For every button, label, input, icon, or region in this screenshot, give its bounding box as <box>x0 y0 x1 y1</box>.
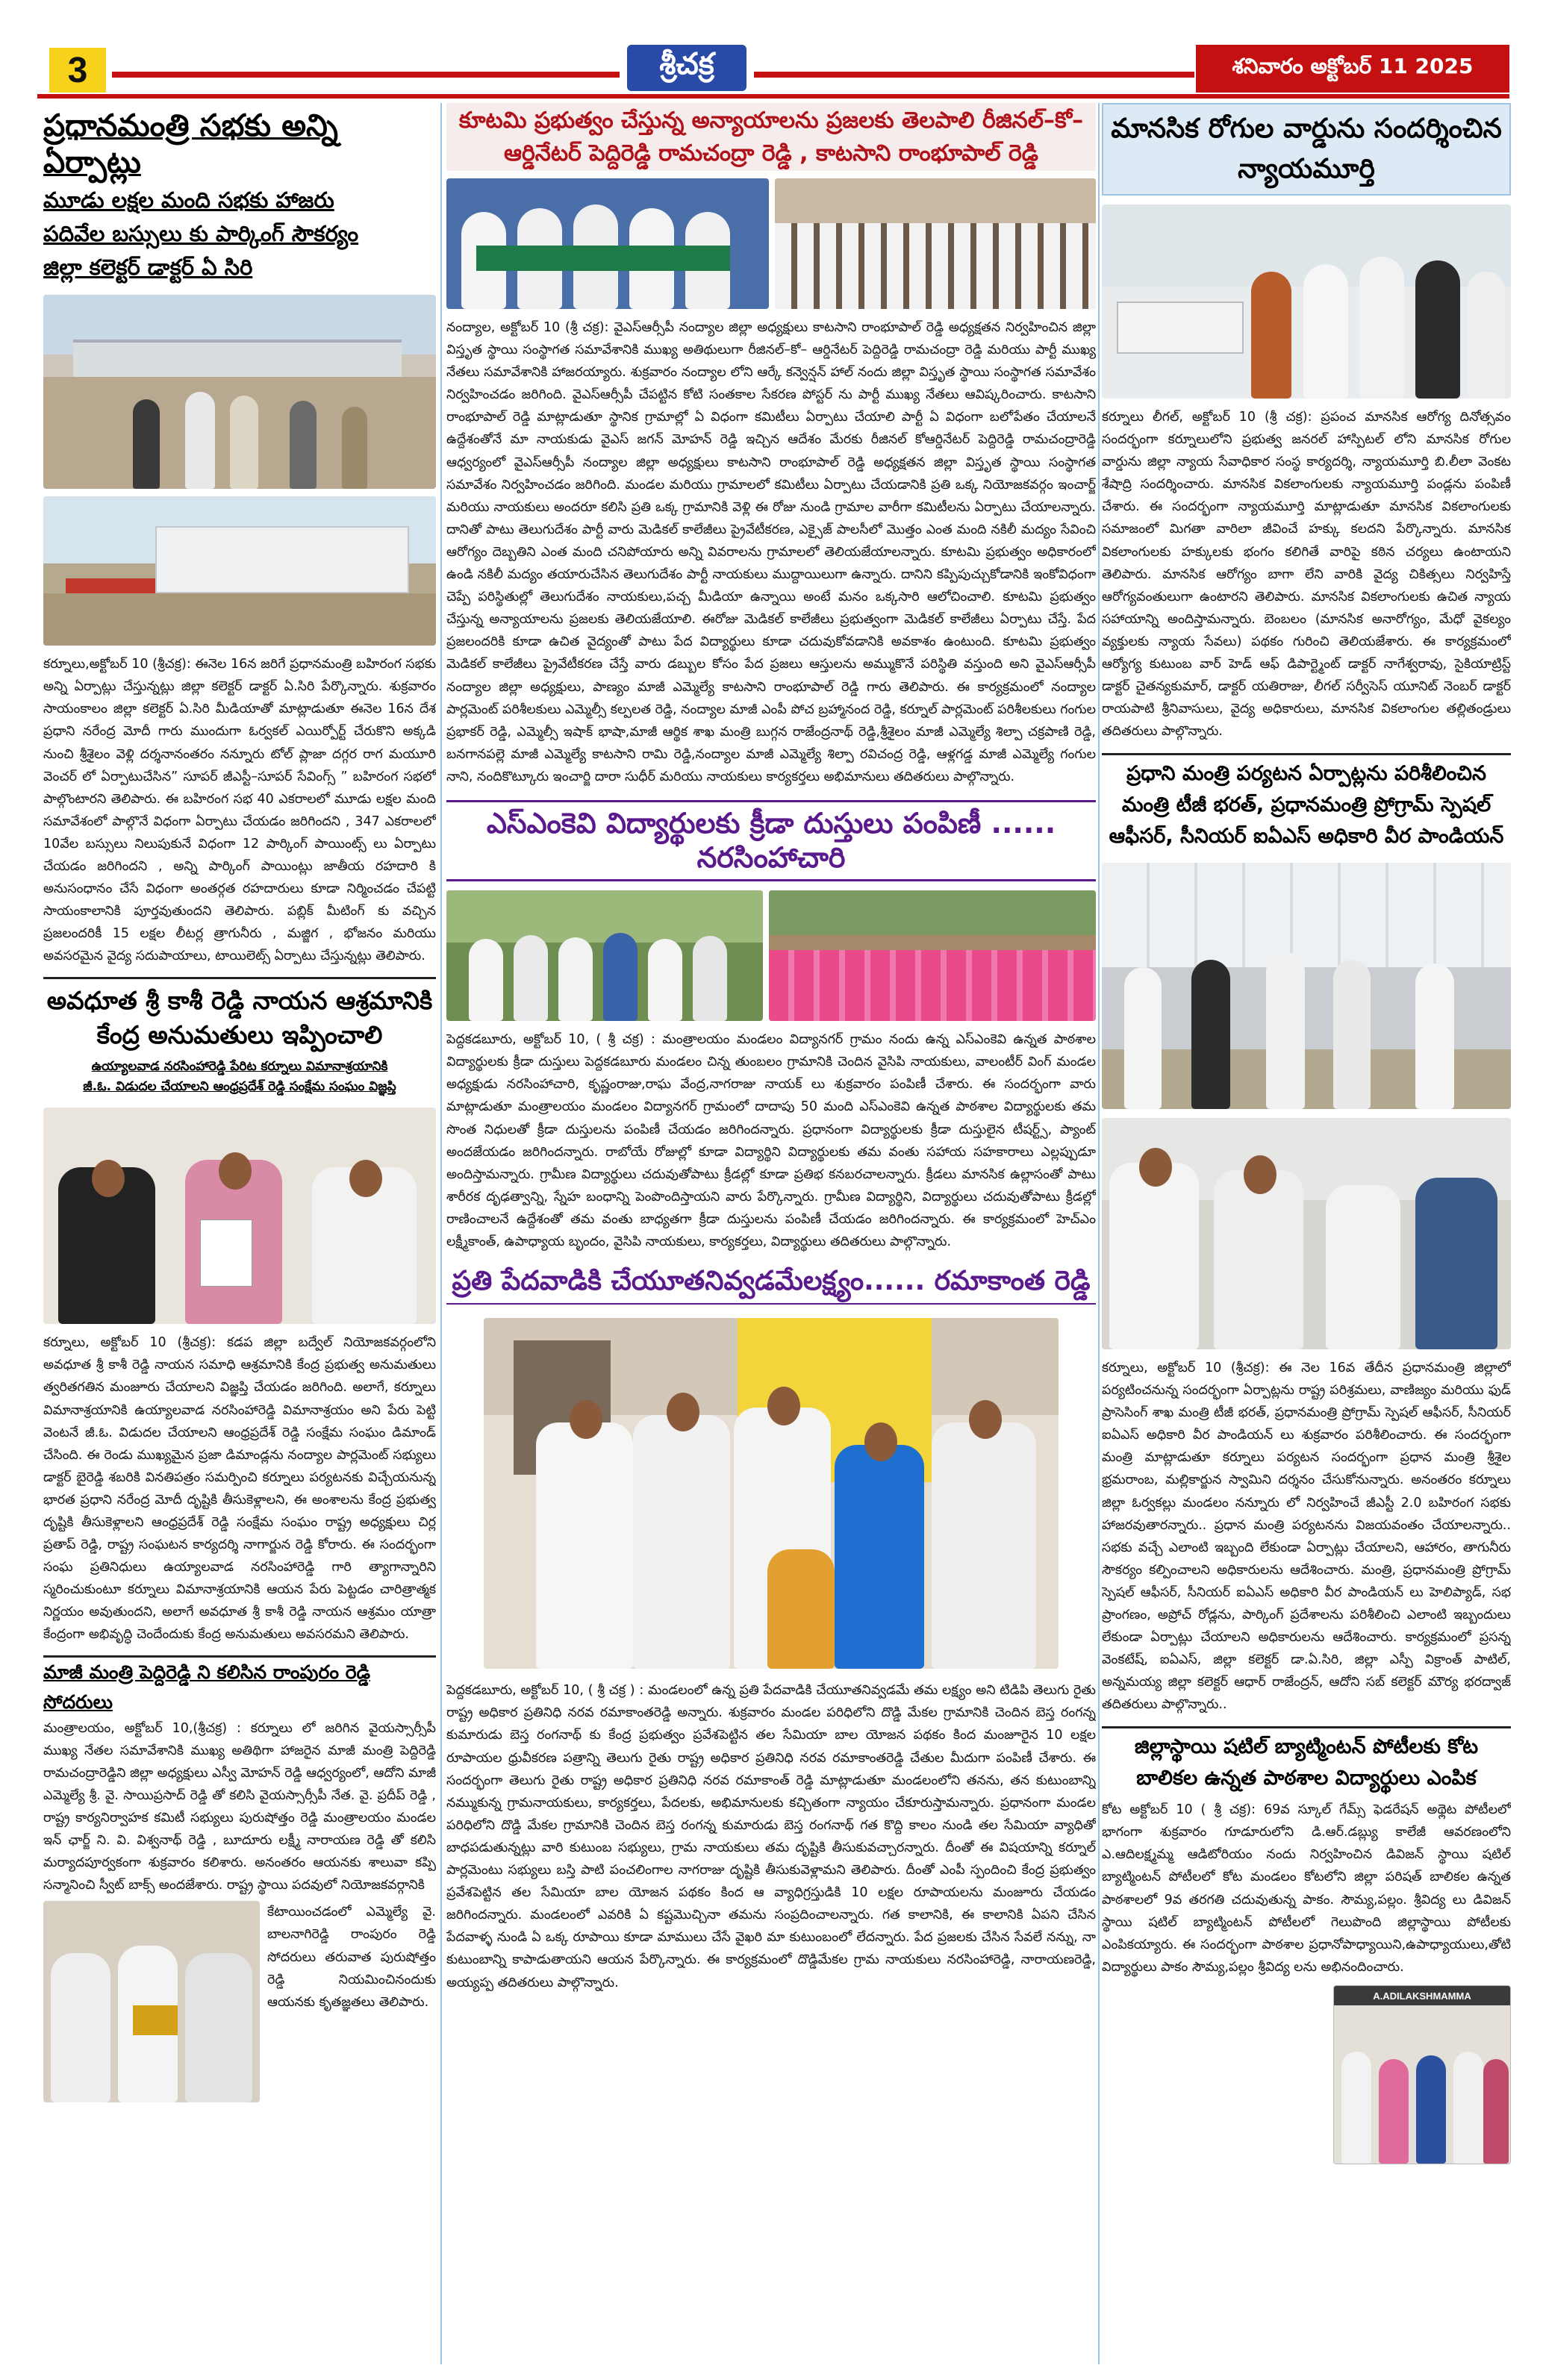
felicitation-photo <box>43 1901 260 2102</box>
article-body: నంద్యాల, అక్టోబర్ 10 (శ్రీ చక్ర): వైఎస్ఆర్సీపీ నంద్యాల జిల్లా అధ్యక్షులు కాటసాని రాంభూపాల్ రెడ్డి అధ్యక్షతన నిర్వహించిన జిల్లా విస్తృత స్థాయి సంస్థాగత సమావేశానికి ముఖ్య అతిథులుగా రీజినల్–కో– ఆర్డినేటర్ పెద్దిరెడ్డి రామచంద్రా రెడ్డి మరియు పార్టీ ముఖ్య నేతలు సమావేశానికి హాజరయ్యారు. శుక్రవారం నంద్యాల లోని ఆర్కే కన్వెన్షన్ హాల్ నందు జిల్లా విస్తృత స్థాయి సంస్థాగత సమావేశం నిర్వహించడం జరిగింది. వైఎస్ఆర్సీపీ చేపట్టిన కోటి సంతకాల సేకరణ పోస్టర్ ను పార్టీ ముఖ్య నేతలు ఆవిష్కరించారు. కాటసాని రాంభూపాల్ రెడ్డి మాట్లాడుతూ స్థానిక గ్రామాల్లో ఏ విధంగా కమిటీలు ఏర్పాటు చేయాలి పార్టీ ఏ విధంగా బలోపేతం చేయాలనే ఉద్దేశంతోనే మా నాయకుడు వైఎస్ జగన్ మోహన్ రెడ్డి ఇచ్చిన ఆదేశం మేరకు రీజినల్ కోఆర్డినేటర్ పెద్దిరెడ్డి రామచంద్రారెడ్డి ఆధ్వర్యంలో వైఎస్ఆర్సీపీ నంద్యాల జిల్లా అధ్యక్షులు కాటసాని రాంభూపాల్ రెడ్డి అధ్యక్షతన జిల్లా విస్తృత స్థాయి సంస్థాగత సమావేశం నిర్వహించడం జరిగింది. మండల మరియు గ్రామాలలో కమిటీలు ఏర్పాటు చేయడానికి ప్రతి ఒక్క నియోజకవర్గం ఇంచార్జ్ మరియు నాయకులు అందరూ కలిసి ప్రతి ఒక్క గ్రామానికి వెళ్లి ఈ రోజు నుండి గ్రామాల వారీగా కమిటీలను ఏర్పాటు చేయాలన్నారు. దానితో పాటు తెలుగుదేశం పార్టీ వారు మెడికల్ కాలేజీలు ప్రైవేటీకరణ, ఎక్సైజ్ పాలసీలో మొత్తం ఎంత మంది నకిలీ మద్యం సేవించి ఆరోగ్యం దెబ్బతిని ఎంత మంది చనిపోయారు అన్ని వివరాలను గ్రామాలలో తెలియజేయాలన్నారు. కూటమి ప్రభుత్వం అధికారంలో ఉండి నకిలీ మద్యం తయారుచేసిన తెలుగుదేశం పార్టీ నాయకులు ముద్దాయిలుగా ఉన్నారు. దానిని కప్పిపుచ్చుకోడానికి ఇంకోవిధంగా చెప్పే పరిస్థితుల్లో తెలుగుదేశం నాయకులు,పచ్చ మీడియా ఉన్నాయి అంటే మనం ఒక్కసారి ఆలోచించాలి. కూటమి ప్రభుత్వం చేస్తున్న అన్యాయాలను ప్రజలకు తెలియజేయాలి. ఈరోజు మెడికల్ కాలేజీలు ప్రభుత్వంగా మెడికల్ కాలేజీలు ఏర్పాటు చేస్తే. పేద ప్రజలందరికి కూడా ఉచిత వైద్యంతో పాటు పేద విద్యార్థులు కూడా చదువుకోవడానికి అవకాశం ఉంటుంది. కూటమి ప్రభుత్వం మెడికల్ కాలేజీలు ప్రైవేటీకరణ చేస్తే వారు డబ్బుల కోసం పేద ప్రజలు ఆస్తులను అమ్ముకొనే పరిస్థితి వస్తుంది అని వైఎస్ఆర్సీపీ నంద్యాల జిల్లా అధ్యక్షులు, పాణ్యం మాజీ ఎమ్మెల్యే కాటసాని రాంభూపాల్ రెడ్డి గారు తెలిపారు. ఈ కార్యక్రమంలో నంద్యాల పార్లమెంట్ పరిశీలకులు ఎమ్మెల్సీ కల్పలత రెడ్డి, నంద్యాల మాజీ ఎంపీ పోచ బ్రహ్మానంద రెడ్డి, కర్నూల్ పార్లమెంట్ పరిశీలకులు గంగుల ప్రభాకర్ రెడ్డి, ఎమ్మెల్సీ ఇషాక్ భాషా,మాజీ ఆర్థిక శాఖ మంత్రి బుగ్గన రాజేంద్రనాథ్ రెడ్డి,శ్రీశైలం మాజీ ఎమ్మెల్యే శిల్పా చక్రపాణి రెడ్డి, బనగానపల్లె మాజీ ఎమ్మెల్యే కాటసాని రామి రెడ్డి,నంద్యాల మాజీ ఎమ్మెల్యే శిల్పా రవిచంద్ర రెడ్డి, ఆళ్లగడ్డ మాజీ ఎమ్మెల్యే గంగుల నాని, నందికొట్కూరు ఇంచార్జి దారా సుధీర్ మరియు నాయకులు కార్యకర్తలు అభిమానులు తదితరులు పాల్గొన్నారు. <box>446 320 1096 784</box>
article-body: కర్నూలు,అక్టోబర్ 10 (శ్రీచక్ర): ఈనెల 16న జరిగే ప్రధానమంత్రి బహిరంగ సభకు అన్ని ఏర్పాట్లు చేస్తున్నట్లు జిల్లా కలెక్టర్ డాక్టర్ ఏ.సిరి పేర్కొన్నారు. శుక్రవారం సాయంకాలం జిల్లా కలెక్టర్ ఏ.సిరి మీడియాతో మాట్లాడుతూ ఈనెల 16న దేశ ప్రధాని నరేంద్ర మోదీ గారు ముందుగా ఓర్వకల్ ఎయిర్పోర్ట్ చేరుకొని అక్కడి నుంచి శ్రీశైలం వెళ్లి దర్శనానంతరం నన్నూరు టోల్ ప్లాజా దగ్గర రాగ మయూరి వెంచర్ లో ఏర్పాటుచేసిన” సూపర్ జీఎస్టీ–సూపర్ సేవింగ్స్ ” బహిరంగ సభలో పాల్గొంటారని తెలిపారు. ఈ బహిరంగ సభ 40 ఎకరాలలో మూడు లక్షల మంది సమావేశంలో పాల్గొనే విధంగా ఏర్పాటు చేయడం జరిగిందని , 347 ఎకరాలలో 10వేల బస్సులు నిలుపుకునే విధంగా 12 పార్కింగ్ పాయింట్స్ లు ఏర్పాటు చేయడం జరిగిందని , అన్ని పార్కింగ్ పాయింట్లు జాతీయ రహదారి కి అనుసంధానం చేసే విధంగా అంతర్గత రహదారులు కూడా నిర్మించడం చేపట్టి సాయంకాలానికి పూర్తవుతుందని తెలిపారు. పబ్లిక్ మీటింగ్ కు వచ్చిన ప్రజలందరికీ 15 లక్షల లీటర్ల త్రాగునీరు , మజ్జిగ , భోజనం మరియు అవసరమైన వైద్య సదుపాయాలు, టాయిలెట్స్ ఏర్పాటు చేస్తున్నట్లు తెలిపారు. <box>43 657 436 964</box>
minister-briefing-photo <box>1102 1118 1511 1349</box>
meeting-audience-photo <box>775 178 1096 309</box>
students-group-photo <box>769 890 1096 1021</box>
left-column <box>43 103 436 2364</box>
story-thalassemia-aid <box>446 1265 1096 1994</box>
article-body: పెద్దకడబూరు, అక్టోబర్ 10, ( శ్రీ చక్ర ) : మండలంలో ఉన్న ప్రతి పేదవాడికి చేయూతనివ్వడమే తమ లక్ష్యం అని టిడిపి తెలుగు రైతు రాష్ట్ర అధికార ప్రతినిధి నరవ రమాకాంతరెడ్డి అన్నారు. శుక్రవారం మండల పరిధిలోని దొడ్డి మేకల గ్రామానికి చెందిన బెస్త రంగన్న కుమారుడు బెస్త రంగనాథ్ కు కేంద్ర ప్రభుత్వం ప్రవేశపెట్టిన తల సేమియా బాల యోజన పథకం కింద మంజూరైన 10 లక్షల రూపాయల ధ్రువీకరణ పత్రాన్ని తెలుగు రైతు రాష్ట్ర అధికార ప్రతినిధి నరవ రమాకాంతరెడ్డి చేతుల మీదుగా పంపిణీ చేశారు. ఈ సందర్భంగా తెలుగు రైతు రాష్ట్ర అధికార ప్రతినిధి నరవ రమాకాంత్ రెడ్డి మాట్లాడుతూ మండలంలోని తనను, తన కుటుంబాన్ని నమ్ముకున్న గ్రామనాయకులు, కార్యకర్తలు, పేదలకు, అభిమానులకు కచ్చితంగా న్యాయం చేకూరుస్తామన్నారు. ప్రధానంగా మండల పరిధిలోని దొడ్డి మేకల గ్రామానికి చెందిన బెస్త రంగన్న కుమారుడు బెస్త రంగనాథ్ గత కొద్ది కాలం నుండి తల సేమియా వ్యాధితో బాధపడుతున్నట్లు వారి కుటుంబ సభ్యులు, గ్రామ నాయకులు తమ దృష్టికి తీసుకువచ్చారన్నారు. దీంతో ఈ విషయాన్ని కర్నూల్ పార్లమెంటు సభ్యులు బస్తి పాటి పంచలింగాల నాగరాజు దృష్టికి తీసుకువెళ్లామని తెలిపారు. దీంతో ఎంపీ స్పందించి కేంద్ర ప్రభుత్వం ప్రవేశపెట్టిన తల సేమియా బాల యోజన పథకం కింద ఆ వ్యాధిగ్రస్తుడికి 10 లక్షల రూపాయలను మంజూరు చేయడం జరిగిందన్నారు. మండలంలో ఎవరికి ఏ కష్టమొచ్చినా తమను సంప్రదించాలన్నారు. గత కాలానికి, ఈ కాలానికి ఏపని చేసిన పేదవాళ్ళ నుండి ఏ ఒక్క రూపాయి కూడా మాములు చేసే వైఖరి మా కుటుంబంలో లేదన్నారు. పేద ప్రజలకు చేసిన సేవలే నన్ను, నా కుటుంబాన్ని కాపాడుతాయని ఆయన పేర్కొన్నారు. ఈ కార్యక్రమంలో దొడ్డిమేకల గ్రామ నాయకులు నరసింహారెడ్డి, నారాయణరెడ్డి, అయ్యప్ప తదితరులు పాల్గొన్నారు. <box>446 1683 1096 1990</box>
article-body: కర్నూలు లీగల్, అక్టోబర్ 10 (శ్రీ చక్ర): ప్రపంచ మానసిక ఆరోగ్య దినోత్సవం సందర్భంగా కర్నూలులోని ప్రభుత్వ జనరల్ హాస్పిటల్ లోని మానసిక రోగుల వార్డును జిల్లా న్యాయ సేవాధికార సంస్థ కార్యదర్శి, న్యాయమూర్తి బి.లీలా వెంకట శేషాద్రి సందర్శించారు. మానసిక వికలాంగులకు న్యాయమూర్తి పండ్లను పంపిణీ చేశారు. ఈ సందర్భంగా న్యాయమూర్తి మాట్లాడుతూ మానసిక వికలాంగులకు సమాజంలో మిగతా వారిలా జీవించే హక్కు కలదని పేర్కొన్నారు. మానసిక వికలాంగులకు హక్కులకు భంగం కలిగితే వారిపై కఠిన చర్యలు ఉంటాయని తెలిపారు. మానసిక ఆరోగ్యం బాగా లేని వారికి వైద్య చికిత్సలు నిర్వహిస్తే ఆరోగ్యవంతులుగా ఉంటారని తెలిపారు. మానసిక వికలాంగులకు ఉచిత న్యాయ సహాయాన్ని అందిస్తామన్నారు. బెంబలం (మానసిక అనారోగ్యం, మేధో వైకల్యం వ్యక్తులకు న్యాయ సేవలు) పథకం గురించి తెలియజేశారు. ఈ కార్యక్రమంలో ఆర్యోగ్య కుటుంబ వార్ హెడ్ ఆఫ్ డిపార్ట్మెంట్ డాక్టర్ నాగేశ్వరావు, సైకియాట్రిస్ట్ డాక్టర్ చైతన్యకుమార్, డాక్టర్ యతిరాజు, లీగల్ సర్వీసెస్ యూనిట్ నెంబర్ డాక్టర్ రాయపాటి శ్రీనివాసులు, వైద్య అధికారులు, మానసిక వికలాంగుల తల్లితండ్రులు తదితరులు పాల్గొన్నారు. <box>1102 410 1511 740</box>
subheadline: పదివేల బస్సులు కు పార్కింగ్ సౌకర్యం <box>43 221 359 247</box>
headline: మాజీ మంత్రి పెద్దిరెడ్డి ని కలిసిన రాంపురం రెడ్డి సోదరులు <box>43 1661 371 1713</box>
page-number: 3 <box>49 48 106 93</box>
header-rule-left <box>112 72 620 78</box>
minister-inspection-photo <box>1102 863 1511 1109</box>
venue-tent-photo <box>43 496 436 646</box>
story-peddireddi-meet <box>43 1655 436 2014</box>
story-badminton-selection <box>1102 1726 1511 2002</box>
dress-distribution-photo <box>446 890 763 1021</box>
story-mental-health-ward <box>1102 103 1511 743</box>
masthead <box>37 45 1509 99</box>
headline: ప్రతి పేదవాడికి చేయూతనివ్వడమేలక్ష్యం...... రమాకాంత రెడ్డి <box>446 1265 1096 1305</box>
column-rule <box>1098 103 1100 2364</box>
story-pm-arrangements <box>1102 753 1511 1716</box>
newspaper-logo: శ్రీచక్ర <box>627 45 746 91</box>
headline: ప్రధానమంత్రి సభకు అన్ని ఏర్పాట్లు <box>43 107 338 181</box>
article-body: కోట అక్టోబర్ 10 ( శ్రీ చక్ర): 69వ స్కూల్ గేమ్స్ ఫెడరేషన్ అథ్లెట పోటీలలో భాగంగా శుక్రవారం గూడూరులోని డి.ఆర్.డబ్ల్యు కాలేజీ ఆవరణంలోని ఎ.ఆదిలక్ష్మమ్మ ఆడిటోరియం నందు నిర్వహించిన డివిజన్ స్థాయి షటిల్ బ్యాట్మింటన్ పోటీలలో కోట మండలం కోటలోని జిల్లా పరిషత్ బాలికల ఉన్నత పాఠశాలలో 9వ తరగతి చదువుతున్న పాకం. సౌమ్య,పల్లం. శ్రీవిద్య లు డివిజన్ స్థాయి షటిల్ బ్యాట్మింటన్ పోటీలలో గెలుపొంది జిల్లాస్థాయి పోటీలకు ఎంపికయ్యారు. ఈ సందర్భంగా పాఠశాల ప్రధానోపాధ్యాయిని,ఉపాధ్యాయులు,తోటి విద్యార్థులు పాకం సౌమ్య,పల్లం శ్రీవిద్య లను అభినందించారు. <box>1102 1802 1511 1975</box>
headline: ప్రధాని మంత్రి పర్యటన ఏర్పాట్లను పరిశీలించిన మంత్రి టీజీ భరత్, ప్రధానమంత్రి ప్రోగ్రామ్ స్పెషల్ ఆఫీసర్, సీనియర్ ఐఏఎస్ అధికారి వీర పాండియన్ <box>1109 762 1504 849</box>
cheque-handover-photo <box>484 1318 1059 1669</box>
story-coalition-injustice <box>446 103 1096 788</box>
subheadline: మూడు లక్షల మంది సభకు హాజరు <box>43 187 334 213</box>
headline: ఎస్ఎంకెవి విద్యార్థులకు క్రీడా దుస్తులు పంపిణీ ...... నరసింహాచారి <box>446 800 1096 881</box>
issue-date: శనివారం అక్టోబర్ 11 2025 <box>1196 45 1509 93</box>
article-body: పెద్దకడబూరు, అక్టోబర్ 10, ( శ్రీ చక్ర) : మంత్రాలయం మండలం విద్యానగర్ గ్రామం నందు ఉన్న ఎస్ఎంకెవి ఉన్నత పాఠశాల విద్యార్థులకు క్రీడా దుస్తులు పెద్దకడబూరు మండలం చిన్న తుంబలం గ్రామానికి చెందిన వైసిపి నాయకులు, వాలంటీర్ వింగ్ మండల అధ్యక్షుడు నరసింహాచారి, కృష్ణంరాజు,రాఘ వేంద్ర,నాగరాజు నాయక్ లు శుక్రవారం పంపిణీ చేశారు. ఈ సందర్భంగా వారు మాట్లాడుతూ మంత్రాలయం మండలం విద్యానగర్ గ్రామంలో దాదాపు 50 మంది ఎస్ఎంకెవి ఉన్నత పాఠశాల విద్యార్థులకు తమ సొంత నిధులతో క్రీడా దుస్తులను పంపిణీ చేయడం జరిగిందన్నారు. ప్రధానంగా విద్యార్థులకు క్రీడా దుస్తులైన టీషర్ట్స్, ప్యాంట్ అందజేయడం జరిగిందన్నారు. రాబోయే రోజుల్లో కూడా విద్యార్థిని విద్యార్థులకు తమ వంతు సహాయ సహకారాలు ఎల్లప్పుడూ అందిస్తామన్నారు. గ్రామీణ విద్యార్థులు చదువుతోపాటు క్రీడల్లో కూడా ప్రతిభ కనబరచాలన్నారు. క్రీడలు మానసిక ఉల్లాసంతో పాటు శారీరక దృఢత్వాన్ని, స్నేహ బంధాన్ని పెంపొందిస్తాయని వారు పేర్కొన్నారు. గ్రామీణ విద్యార్థిని, విద్యార్థులు చదువుతోపాటు క్రీడల్లో రాణించాలనే ఉద్దేశంతో తమ వంతు బాధ్యతగా క్రీడా దుస్తులను పంపిణీ చేయడం జరిగిందన్నారు. ఈ కార్యక్రమంలో హెచ్ఎం లక్ష్మీకాంత్, ఉపాధ్యాయ బృందం, వైసిపి నాయకులు, కార్యకర్తలు, విద్యార్థులు తదితరులు పాల్గొన్నారు. <box>446 1032 1096 1249</box>
auditorium-banner: A.ADILAKSHMAMMA <box>1334 1986 1510 2005</box>
article-body: కేటాయించడంలో ఎమ్మెల్యే వై. బాలనాగిరెడ్డి రాంపురం రెడ్డి సోదరులు తరువాత పురుషోత్తం రెడ్డి నియమించినందుకు ఆయనకు కృతజ్ఞతలు తెలిపారు. <box>267 1905 436 2010</box>
subheadline: జిల్లా కలెక్టర్ డాక్టర్ ఏ సిరి <box>43 254 253 281</box>
students-award-photo <box>1333 1985 1511 2164</box>
subheadline: ఉయ్యాలవాడ నరసింహారెడ్డి పేరిట కర్నూలు విమానాశ్రయానికి <box>91 1058 388 1074</box>
story-sports-dress <box>446 800 1096 1253</box>
middle-column <box>446 103 1096 2364</box>
poster-launch-photo <box>446 178 769 309</box>
ward-visit-photo <box>1102 204 1511 399</box>
column-rule <box>440 103 442 2364</box>
article-body: మంత్రాలయం, అక్టోబర్ 10,(శ్రీచక్ర) : కర్నూలు లో జరిగిన వైయస్సార్సీపీ ముఖ్య నేతల సమావేశానికి ముఖ్య అతిథిగా హాజరైన మాజీ మంత్రి పెద్దిరెడ్డి రామచంద్రారెడ్డిని జిల్లా అధ్యక్షులు ఎస్వీ మోహన్ రెడ్డి ఆధ్వర్యంలో, ఆదోని మాజీ ఎమ్మెల్యే శ్రీ. వై. సాయిప్రసాద్ రెడ్డి తో కలిసి వైయస్సార్సీపీ నేత. వై. ప్రదీప్ రెడ్డి , రాష్ట్ర కార్యనిర్వాహక కమిటీ సభ్యులు పురుషోత్తం రెడ్డి మంత్రాలయం మండల ఇన్ ఛార్జ్ ని. వి. విశ్వనాథ్ రెడ్డి , బూదూరు లక్ష్మీ నారాయణ రెడ్డి తో కలిసి మర్యాదపూర్వకంగా శుక్రవారం కలిశారు. అనంతరం ఆయనకు శాలువా కప్పి సన్మానించి స్వీట్ బాక్స్ అందజేశారు. రాష్ట్ర స్థాయి పదవులో నియోజకవర్గానికి <box>43 1720 436 1893</box>
article-body: కర్నూలు, అక్టోబర్ 10 (శ్రీచక్ర): కడప జిల్లా బద్వేల్ నియోజకవర్గంలోని అవధూత శ్రీ కాశీ రెడ్డి నాయన సమాధి ఆశ్రమానికి కేంద్ర ప్రభుత్వ అనుమతులు త్వరితగతిన మంజూరు చేయాలని విజ్ఞప్తి చేయడం జరిగింది. అలాగే, కర్నూలు విమానాశ్రయానికి ఉయ్యాలవాడ నరసింహారెడ్డి విమానాశ్రయం అని పేరు పెట్టి వెంటనే జీ.ఓ. విడుదల చేయాలని ఆంధ్రప్రదేశ్ రెడ్డి సంక్షేమ సంఘం డిమాండ్ చేసింది. ఈ రెండు ముఖ్యమైన ప్రజా డిమాండ్లను నంద్యాల పార్లమెంట్ సభ్యులు డాక్టర్ బైరెడ్డి శబరికి వినతిపత్రం సమర్పించి కర్నూలు పర్యటనకు విచ్చేయనున్న భారత ప్రధాని నరేంద్ర మోదీ దృష్టికి తీసుకెళ్లాలని, ఈ అంశాలను కేంద్ర ప్రభుత్వ దృష్టికి తీసుకెళ్లాలని ఆంధ్రప్రదేశ్ రెడ్డి సంక్షేమ సంఘం రాష్ట్ర అధ్యక్షులు చిర్ల ప్రతాప్ రెడ్డి, రాష్ట్ర సంఘటన కార్యదర్శి నాగార్జున రెడ్డి కోరారు. ఈ సందర్భంగా సంఘ ప్రతినిధులు ఉయ్యాలవాడ నరసింహారెడ్డి గారి త్యాగాన్నారిని స్మరించుకుంటూ కర్నూలు విమానాశ్రయానికి ఆయన పేరు పెట్టడం చారిత్రాత్మక నిర్ణయం అవుతుందని, అలాగే అవధూత శ్రీ కాశీ రెడ్డి నాయన ఆశ్రమం యాత్రా కేంద్రంగా అభివృద్ధి చెందేందుకు కేంద్ర అనుమతులు అవసరమని తెలిపారు. <box>43 1335 436 1643</box>
headline: అవధూత శ్రీ కాశీ రెడ్డి నాయన ఆశ్రమానికి కేంద్ర అనుమతులు ఇప్పించాలి <box>46 985 433 1049</box>
collector-inspection-photo <box>43 295 436 489</box>
article-body: కర్నూలు, అక్టోబర్ 10 (శ్రీచక్ర): ఈ నెల 16వ తేదీన ప్రధానమంత్రి జిల్లాలో పర్యటించనున్న సందర్భంగా ఏర్పాట్లను రాష్ట్ర పరిశ్రమలు, వాణిజ్యం మరియు ఫుడ్ ప్రాసెసింగ్ శాఖ మంత్రి టీజీ భరత్, ప్రధానమంత్రి ప్రోగ్రామ్ స్పెషల్ ఆఫీసర్, సీనియర్ ఐఏఎస్ అధికారి వీర పాండియన్ లు శుక్రవారం పరిశీలించారు. ఈ సందర్భంగా మంత్రి మాట్లాడుతూ కర్నూలు పర్యటన సందర్భంగా ప్రధాన మంత్రి శ్రీశైల భ్రమరాంబ, మల్లికార్జున స్వామిని దర్శనం చేసుకోనున్నారు. అనంతరం కర్నూలు జిల్లా ఓర్వకల్లు మండలం నన్నూరు లో నిర్వహించే జీఎస్టీ 2.0 బహిరంగ సభకు హాజరవుతారన్నారు.. ప్రధాన మంత్రి పర్యటనను విజయవంతం చేయాలన్నారు.. సభకు వచ్చే ఎలాంటి ఇబ్బంది లేకుండా ఏర్పాట్లు చేయాలని, ఆహారం, తాగునీరు సౌకర్యం కల్పించాలని అధికారులను ఆదేశించారు. మంత్రి, ప్రధానమంత్రి ప్రోగ్రామ్ స్పెషల్ ఆఫీసర్, సీనియర్ ఐఏఎస్ అధికారి వీర పాండియన్ లు హెలిప్యాడ్, సభ ప్రాంగణం, అప్రోచ్ రోడ్లను, పార్కింగ్ ప్రదేశాలను పరిశీలించి ఎలాంటి ఇబ్బందులు లేకుండా ఏర్పాట్లు చేయాలని అధికారులను ఆదేశించారు. కార్యక్రమంలో ప్రసన్న వెంకటేష్, ఐఏఎస్, జిల్లా కలెక్టర్ డా.ఏ.సిరి, జిల్లా ఎస్పీ విక్రాంత్ పాటిల్, అన్నమయ్య జిల్లా కలెక్టర్ ఆధార్ రాజేంద్రన్, ఆదోని సబ్ కలెక్టర్ మౌర్య భరద్వాజ్ తదితరులు పాల్గొన్నారు.. <box>1102 1360 1511 1713</box>
story-ashram-request <box>43 977 436 1646</box>
headline: మానసిక రోగుల వార్డును సందర్శించిన న్యాయమూర్తి <box>1102 103 1511 196</box>
right-column <box>1102 103 1511 2364</box>
header-rule-right <box>754 72 1194 78</box>
subheadline: జీ.ఓ. విడుదల చేయాలని ఆంధ్రప్రదేశ్ రెడ్డి సంక్షేమ సంఘం విజ్ఞప్తి <box>83 1079 396 1095</box>
headline: కూటమి ప్రభుత్వం చేస్తున్న అన్యాయాలను ప్రజలకు తెలపాలి రీజినల్–కో–ఆర్డినేటర్ పెద్దిరెడ్డి రామచంద్రా రెడ్డి , కాటసాని రాంభూపాల్ రెడ్డి <box>446 103 1096 171</box>
headline: జిల్లాస్థాయి షటిల్ బ్యాట్మింటన్ పోటీలకు కోట బాలికల ఉన్నత పాఠశాల విద్యార్థులు ఎంపిక <box>1134 1735 1479 1790</box>
story-pm-meeting <box>43 107 436 968</box>
memorandum-photo <box>43 1108 436 1324</box>
